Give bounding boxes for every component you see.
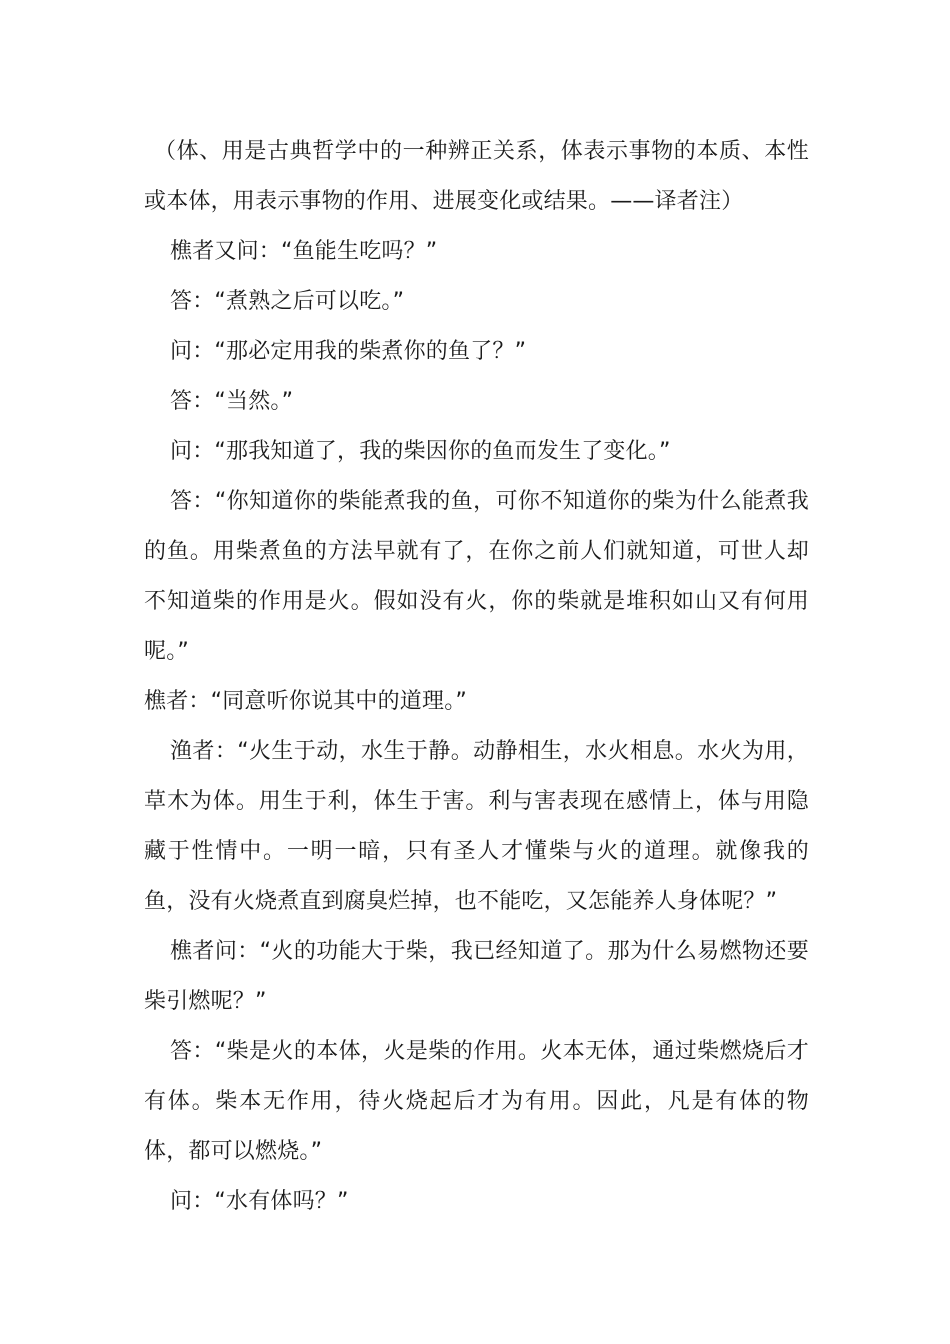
dialogue-paragraph: 答：“柴是火的本体，火是柴的作用。火本无体，通过柴燃烧后才有体。柴本无作用，待火烧起后才为有用。因此，凡是有体的物体，都可以燃烧。” <box>144 1039 809 1164</box>
dialogue-paragraph: 樵者问：“火的功能大于柴，我已经知道了。那为什么易燃物还要柴引燃呢？” <box>144 939 809 1014</box>
dialogue-paragraph: 樵者又问：“鱼能生吃吗？” <box>170 239 438 264</box>
dialogue-paragraph: 答：“煮熟之后可以吃。” <box>170 289 405 314</box>
dialogue-paragraph: 问：“那必定用我的柴煮你的鱼了？” <box>170 339 527 364</box>
dialogue-paragraph: 答：“你知道你的柴能煮我的鱼，可你不知道你的柴为什么能煮我的鱼。用柴煮鱼的方法早就有了，在你之前人们就知道，可世人却不知道柴的作用是火。假如没有火，你的柴就是堆积如山又有何用呢。” <box>144 489 809 664</box>
dialogue-paragraph: 答：“当然。” <box>170 389 294 414</box>
dialogue-paragraph: 渔者：“火生于动，水生于静。动静相生，水火相息。水火为用，草木为体。用生于利，体生于害。利与害表现在感情上，体与用隐藏于性情中。一明一暗，只有圣人才懂柴与火的道理。就像我的鱼，没有火烧煮直到腐臭烂掉，也不能吃，又怎能养人身体呢？” <box>144 739 809 914</box>
dialogue-paragraph: 樵者：“同意听你说其中的道理。” <box>144 689 467 714</box>
dialogue-paragraph: 问：“水有体吗？” <box>170 1189 349 1214</box>
translator-note: （体、用是古典哲学中的一种辨正关系，体表示事物的本质、本性或本体，用表示事物的作用、进展变化或结果。——译者注） <box>144 139 809 214</box>
body-text <box>144 127 809 1227</box>
dialogue-paragraph: 问：“那我知道了，我的柴因你的鱼而发生了变化。” <box>170 439 671 464</box>
